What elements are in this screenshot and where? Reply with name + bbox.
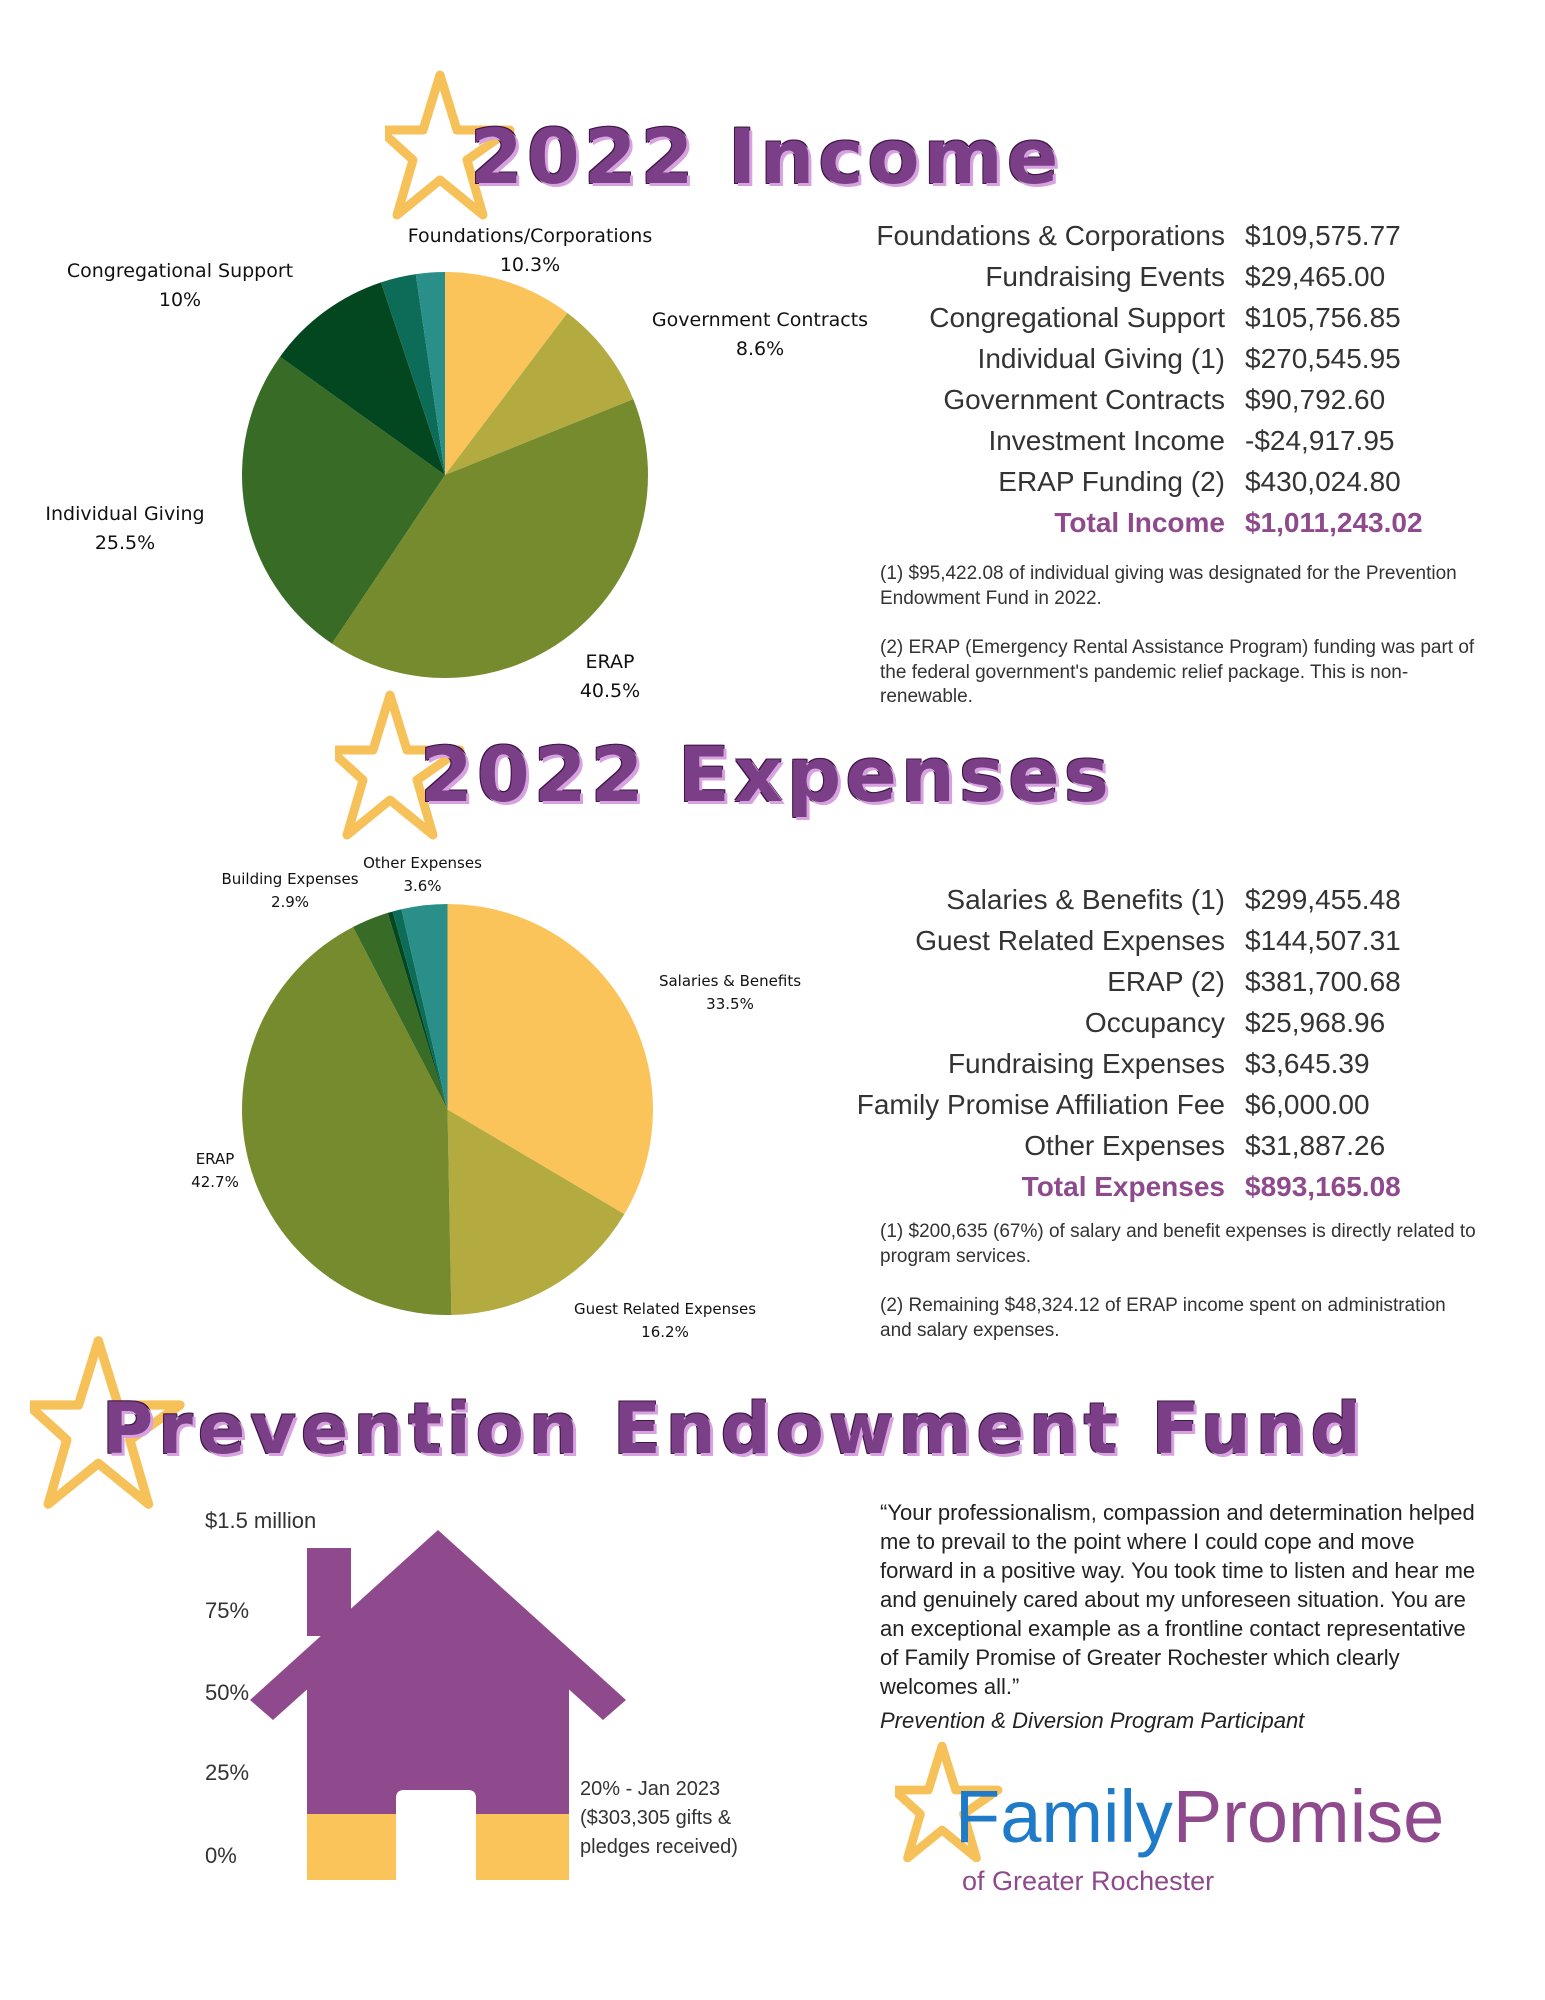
total-label: Total Income (1054, 507, 1225, 538)
total-label: Total Expenses (1021, 1171, 1225, 1202)
row-label: Investment Income (988, 425, 1225, 456)
table-row (790, 261, 1490, 301)
endowment-heading: Prevention Endowment Fund (102, 1388, 1366, 1470)
row-value: $299,455.48 (1245, 884, 1401, 915)
row-value: $25,968.96 (1245, 1007, 1386, 1038)
row-value: $381,700.68 (1245, 966, 1401, 997)
table-row (790, 466, 1490, 506)
income-label-government: Government Contracts 8.6% (651, 309, 869, 360)
table-row (790, 966, 1490, 1006)
table-row (790, 220, 1490, 260)
y-tick: 25% (205, 1760, 250, 1785)
row-label: Fundraising Expenses (947, 1048, 1225, 1079)
house-progress-chart (250, 1520, 630, 1880)
row-label: ERAP (2) (1107, 966, 1225, 997)
row-value: $3,645.39 (1245, 1048, 1370, 1079)
expenses-total-row (790, 1171, 1490, 1211)
income-label-congregational: Congregational Support 10% (66, 260, 294, 311)
expense-label-guest: Guest Related Expenses 16.2% (573, 1300, 757, 1341)
table-row (790, 425, 1490, 465)
expenses-note-2: (2) Remaining $48,324.12 of ERAP income spent on administration and salary expenses. (880, 1295, 1446, 1341)
table-row (790, 384, 1490, 424)
row-value: -$24,917.95 (1245, 425, 1395, 456)
expenses-pie-chart (240, 902, 655, 1317)
y-tick: $1.5 million (205, 1508, 317, 1533)
expense-label-salaries: Salaries & Benefits 33.5% (658, 972, 802, 1013)
table-row (790, 1007, 1490, 1047)
total-value: $893,165.08 (1245, 1171, 1401, 1202)
table-row (790, 1048, 1490, 1088)
table-row (790, 925, 1490, 965)
income-total-row (790, 507, 1490, 547)
row-label: Congregational Support (929, 302, 1225, 333)
income-label-erap: ERAP 40.5% (579, 651, 641, 702)
row-label: Individual Giving (1) (977, 343, 1225, 374)
expense-label-building: Building Expenses 2.9% (221, 870, 359, 911)
table-row (790, 1089, 1490, 1129)
y-tick: 75% (205, 1598, 250, 1623)
testimonial-attribution: Prevention & Diversion Program Participant (880, 1708, 1305, 1733)
income-pie-chart (240, 270, 650, 680)
table-row (790, 884, 1490, 924)
expenses-note-1: (1) $200,635 (67%) of salary and benefit expenses is directly related to program services. (880, 1221, 1476, 1267)
row-value: $109,575.77 (1245, 220, 1401, 251)
table-row (790, 302, 1490, 342)
expense-label-erap: ERAP 42.7% (191, 1150, 239, 1191)
row-label: ERAP Funding (2) (998, 466, 1225, 497)
progress-fill (300, 1814, 580, 1880)
row-value: $105,756.85 (1245, 302, 1401, 333)
income-note-1: (1) $95,422.08 of individual giving was designated for the Prevention Endowment Fund in 2022. (880, 563, 1457, 609)
row-label: Salaries & Benefits (1) (946, 884, 1225, 915)
row-label: Foundations & Corporations (876, 220, 1225, 251)
logo (955, 1775, 1445, 1858)
row-value: $270,545.95 (1245, 343, 1401, 374)
row-label: Fundraising Events (985, 261, 1225, 292)
expense-label-other: Other Expenses 3.6% (363, 854, 482, 895)
income-label-individual: Individual Giving 25.5% (45, 503, 205, 554)
testimonial-quote: “Your professionalism, compassion and determination helped me to prevail to the point where I could cope and move forward in a positive way. You took time to listen and hear me and genuinely cared about my unforeseen situation. You are an exceptional example as a frontline contact representative of Family Promise of Greater Rochester which clearly welcomes all.” (880, 1500, 1476, 1700)
row-label: Occupancy (1084, 1007, 1225, 1038)
table-row (790, 1130, 1490, 1170)
expenses-heading: 2022 Expenses (420, 730, 1113, 819)
endowment-annotation: 20% - Jan 2023 ($303,305 gifts & pledges received) (580, 1778, 738, 1858)
logo-word-promise: Promise (1172, 1775, 1445, 1858)
logo-word-family: Family (955, 1775, 1173, 1858)
row-label: Government Contracts (943, 384, 1225, 415)
row-value: $430,024.80 (1245, 466, 1401, 497)
income-label-foundations: Foundations/Corporations 10.3% (407, 225, 653, 276)
table-row (790, 343, 1490, 383)
logo-tagline: of Greater Rochester (962, 1866, 1215, 1896)
row-value: $29,465.00 (1245, 261, 1386, 292)
total-value: $1,011,243.02 (1245, 507, 1423, 538)
row-value: $144,507.31 (1245, 925, 1401, 956)
row-label: Other Expenses (1024, 1130, 1225, 1161)
y-tick: 0% (205, 1843, 237, 1868)
row-label: Family Promise Affiliation Fee (856, 1089, 1225, 1120)
income-note-2: (2) ERAP (Emergency Rental Assistance Program) funding was part of the federal government's pandemic relief package. This is non-renewable. (880, 637, 1475, 708)
y-tick: 50% (205, 1680, 250, 1705)
row-label: Guest Related Expenses (915, 925, 1225, 956)
row-value: $6,000.00 (1245, 1089, 1370, 1120)
row-value: $31,887.26 (1245, 1130, 1386, 1161)
row-value: $90,792.60 (1245, 384, 1386, 415)
income-heading: 2022 Income (470, 112, 1063, 201)
